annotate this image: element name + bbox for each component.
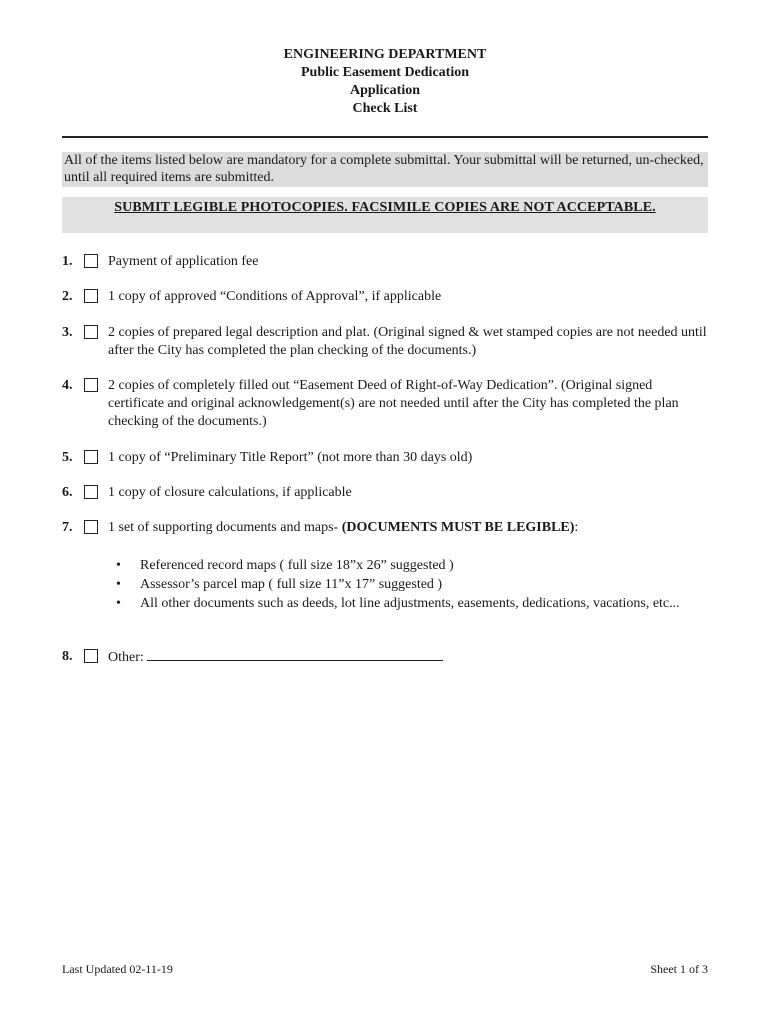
checklist-title: Check List bbox=[352, 101, 418, 116]
item-checkbox[interactable] bbox=[84, 378, 98, 392]
item-text: 2 copies of prepared legal description and plat. (Original signed & wet stamped copies are not needed until after the City has completed the plan checking of the documents.) bbox=[108, 325, 707, 358]
bullet-icon: • bbox=[116, 558, 121, 573]
item-number: 3. bbox=[62, 325, 73, 340]
legibility-requirement: (DOCUMENTS MUST BE LEGIBLE) bbox=[341, 520, 575, 535]
mandatory-notice: All of the items listed below are mandatory for a complete submittal. Your submittal will be returned, un-checked, until all required items are submitted. bbox=[62, 152, 708, 187]
other-label: Other: bbox=[108, 650, 148, 665]
other-blank-line[interactable] bbox=[147, 648, 443, 661]
item-checkbox[interactable] bbox=[84, 254, 98, 268]
item-number: 8. bbox=[62, 649, 73, 664]
item-number: 5. bbox=[62, 450, 73, 465]
bullet-icon: • bbox=[116, 577, 121, 592]
item-number: 4. bbox=[62, 378, 73, 393]
list-item-text: All other documents such as deeds, lot line adjustments, easements, dedications, vacations, etc... bbox=[140, 596, 680, 611]
document-header bbox=[0, 46, 770, 118]
form-subtitle: Application bbox=[349, 83, 420, 98]
sheet-number: Sheet 1 of 3 bbox=[650, 962, 708, 976]
item-text: 2 copies of completely filled out “Easement Deed of Right-of-Way Dedication”. (Original signed certificate and original acknowledgement(s) are not needed until after the City has completed the plan checking of the documents.) bbox=[108, 378, 679, 429]
item-number: 1. bbox=[62, 254, 73, 269]
item-checkbox[interactable] bbox=[84, 649, 98, 663]
list-item bbox=[116, 556, 706, 575]
bullet-icon: • bbox=[116, 596, 121, 611]
list-item bbox=[116, 575, 706, 594]
list-item-text: Referenced record maps ( full size 18”x 26” suggested ) bbox=[140, 558, 454, 573]
item-text-tail: : bbox=[574, 520, 579, 535]
item-text bbox=[108, 519, 708, 537]
item-text: Payment of application fee bbox=[108, 254, 259, 269]
list-item-text: Assessor’s parcel map ( full size 11”x 17” suggested ) bbox=[140, 577, 443, 592]
supporting-documents-list bbox=[116, 556, 706, 613]
list-item bbox=[116, 594, 706, 613]
item-number: 2. bbox=[62, 289, 73, 304]
item-text-main: 1 set of supporting documents and maps- bbox=[108, 520, 342, 535]
item-checkbox[interactable] bbox=[84, 485, 98, 499]
item-text: 1 copy of closure calculations, if applicable bbox=[108, 485, 352, 500]
item-number: 6. bbox=[62, 485, 73, 500]
photocopy-warning-text: SUBMIT LEGIBLE PHOTOCOPIES. FACSIMILE COPIES ARE NOT ACCEPTABLE. bbox=[114, 200, 656, 215]
item-number: 7. bbox=[62, 520, 73, 535]
item-text bbox=[108, 648, 708, 667]
item-checkbox[interactable] bbox=[84, 520, 98, 534]
department-title: ENGINEERING DEPARTMENT bbox=[283, 47, 487, 62]
item-checkbox[interactable] bbox=[84, 325, 98, 339]
item-text: 1 copy of “Preliminary Title Report” (not more than 30 days old) bbox=[108, 450, 473, 465]
item-checkbox[interactable] bbox=[84, 450, 98, 464]
form-title: Public Easement Dedication bbox=[301, 65, 469, 80]
item-text: 1 copy of approved “Conditions of Approval”, if applicable bbox=[108, 289, 442, 304]
item-checkbox[interactable] bbox=[84, 289, 98, 303]
header-divider bbox=[62, 136, 708, 138]
photocopy-warning-banner bbox=[62, 197, 708, 233]
last-updated: Last Updated 02-11-19 bbox=[62, 962, 173, 976]
